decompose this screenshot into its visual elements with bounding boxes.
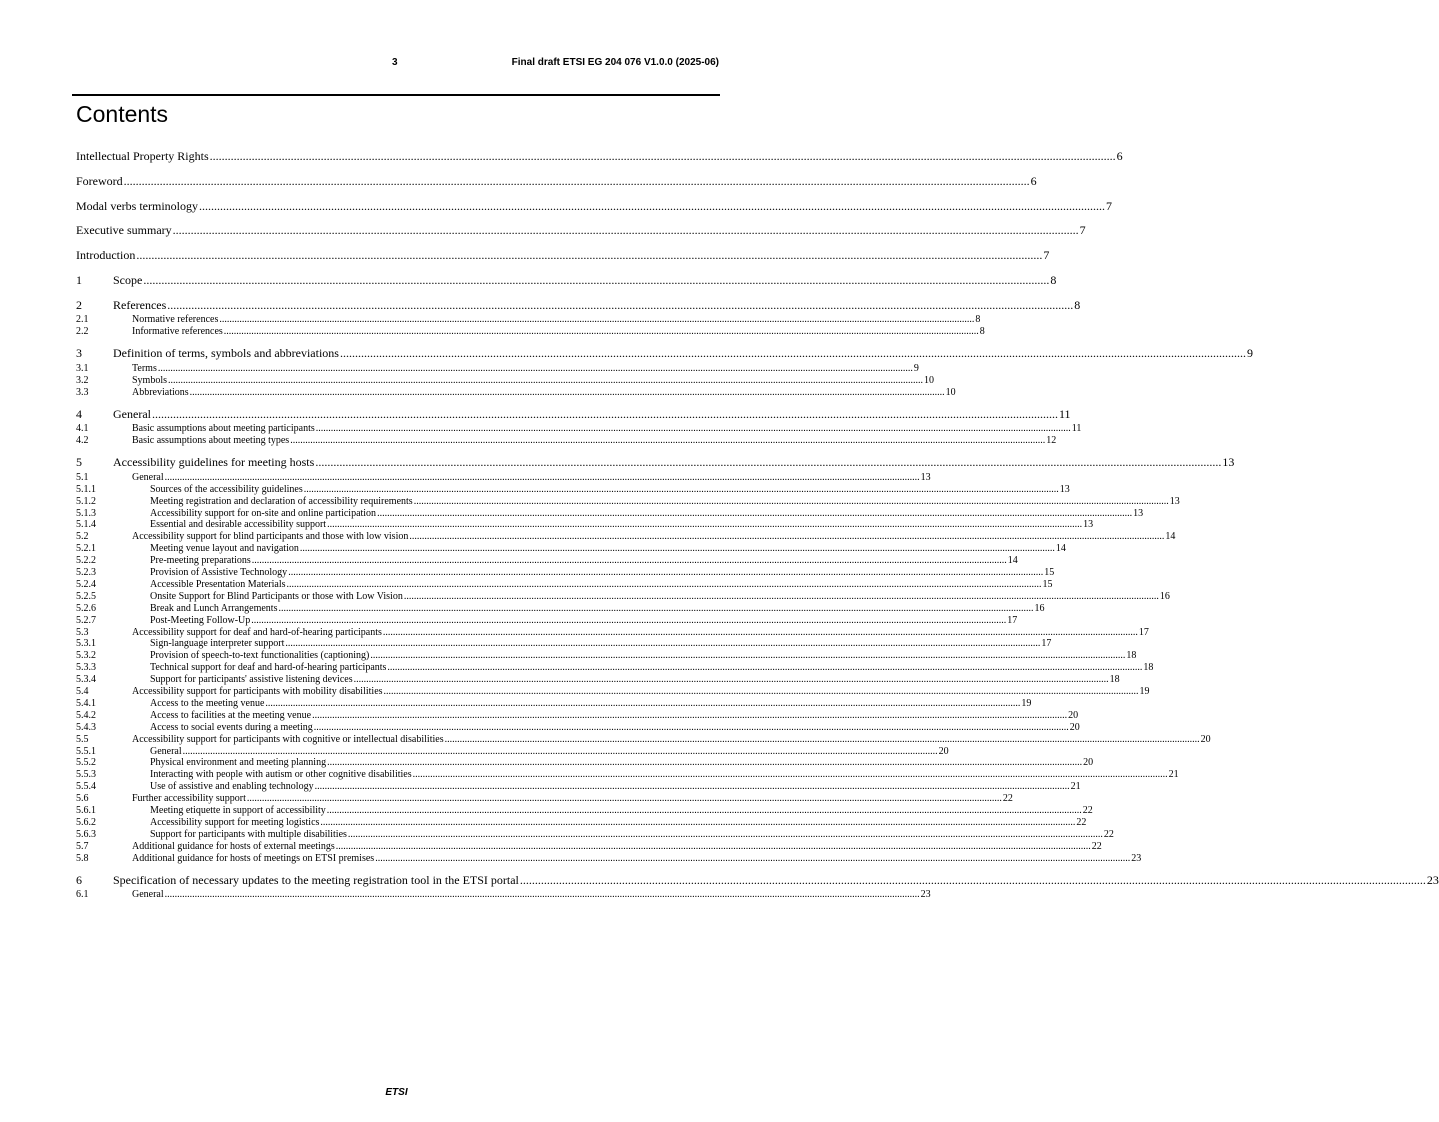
toc-entry-number: 5.3 (76, 626, 89, 638)
toc-entry-number: 5.2.5 (76, 590, 96, 602)
toc-entry[interactable] (76, 246, 1050, 264)
toc-entry-title: Normative references (132, 314, 219, 326)
toc-entry-number: 5.5.1 (76, 745, 96, 757)
toc-entry-title: Meeting etiquette in support of accessibility (150, 805, 326, 816)
page-number: 3 (392, 57, 398, 68)
toc-entry-title: Access to facilities at the meeting venue (150, 709, 312, 721)
toc-entry-page: 7 (1079, 223, 1086, 238)
toc-entry-number: 2 (76, 297, 82, 312)
toc-entry-page: 23 (920, 889, 931, 901)
toc-entry-number: 5.2.6 (76, 602, 96, 614)
toc-leader-dots (124, 172, 1030, 190)
toc-entry-page: 18 (1109, 674, 1120, 686)
toc-entry-page: 13 (1169, 495, 1180, 507)
toc-entry-number: 5.5.4 (76, 781, 96, 793)
toc-entry-page: 18 (1143, 662, 1154, 674)
toc-entry-title: Meeting venue layout and navigation (150, 543, 299, 555)
toc-entry-page: 20 (1083, 757, 1094, 769)
toc-entry-title: Break and Lunch Arrangements (150, 602, 278, 614)
toc-entry-number: 5.8 (76, 852, 89, 864)
toc-entry-number: 3 (76, 346, 82, 361)
toc-entry-page: 18 (1126, 650, 1137, 662)
toc-entry-title: Foreword (76, 173, 123, 188)
toc-leader-dots (136, 246, 1042, 264)
toc-entry-title: Access to the meeting venue (150, 697, 265, 709)
toc-entry-number: 5.6.2 (76, 816, 96, 828)
toc-entry-number: 5.1 (76, 471, 89, 483)
toc-entry-title: Meeting registration and declaration of accessibility requirements (150, 495, 413, 507)
toc-entry-title: Support for participants with multiple disabilities (150, 828, 347, 840)
toc-entry-number: 5.2.3 (76, 567, 96, 578)
toc-entry-title: Terms (132, 362, 157, 374)
toc-entry-number: 5.3.4 (76, 674, 96, 686)
toc-entry-page: 23 (1426, 872, 1439, 887)
toc-entry-title: Intellectual Property Rights (76, 149, 209, 163)
toc-entry-number: 3.1 (76, 362, 89, 374)
toc-entry-title: Post-Meeting Follow-Up (150, 614, 251, 626)
toc-entry-page: 7 (1043, 248, 1050, 263)
page-footer: ETSI (385, 1087, 408, 1098)
toc-entry-page: 20 (938, 745, 949, 757)
toc-leader-dots (340, 344, 1246, 362)
toc-entry-title: Technical support for deaf and hard-of-hearing participants (150, 662, 387, 674)
toc-entry-page: 8 (975, 314, 981, 326)
toc-entry-number: 4.2 (76, 435, 89, 447)
toc-entry-number: 3.2 (76, 374, 89, 386)
document-id: Final draft ETSI EG 204 076 V1.0.0 (2025-06) (511, 57, 719, 68)
toc-entry-page: 23 (1131, 852, 1142, 864)
toc-entry-number: 5.6 (76, 793, 89, 805)
toc-entry-page: 6 (1030, 173, 1037, 188)
toc-entry[interactable] (76, 434, 1057, 447)
toc-entry-title: General (113, 406, 151, 421)
toc-entry-page: 22 (1091, 840, 1102, 852)
toc-entry-page: 21 (1168, 769, 1179, 781)
toc-entry-number: 5.5 (76, 733, 89, 745)
toc-entry-number: 6 (76, 872, 82, 887)
toc-entry-page: 9 (1246, 346, 1253, 361)
toc-entry-title: Introduction (76, 248, 136, 263)
toc-entry-number: 5.5.2 (76, 757, 96, 769)
toc-entry-page: 14 (1007, 555, 1018, 567)
toc-entry-title: Provision of Assistive Technology (150, 567, 288, 578)
toc-leader-dots (224, 325, 979, 338)
toc-entry-page: 8 (1074, 297, 1081, 312)
toc-entry-page: 17 (1041, 638, 1052, 650)
toc-entry[interactable] (76, 888, 931, 901)
toc-entry-page: 11 (1058, 406, 1071, 421)
toc-entry-title: Pre-meeting preparations (150, 555, 251, 567)
toc-leader-dots (165, 888, 920, 901)
toc-leader-dots (199, 197, 1105, 215)
toc-entry-number: 5.1.3 (76, 507, 96, 519)
toc-entry-title: References (113, 297, 167, 312)
toc-entry-number: 5.2.7 (76, 614, 96, 626)
toc-entry[interactable] (76, 325, 985, 338)
toc-entry-title: Scope (113, 273, 143, 287)
toc-entry-page: 12 (1046, 435, 1057, 447)
toc-entry-title: Abbreviations (132, 386, 189, 398)
toc-entry-title: Additional guidance for hosts of external meetings (132, 840, 335, 852)
toc-entry[interactable] (76, 405, 1071, 423)
toc-entry-number: 5.4.2 (76, 709, 96, 721)
toc-entry-page: 14 (1055, 543, 1066, 555)
toc-entry-title: Physical environment and meeting planning (150, 757, 327, 769)
toc-entry-page: 22 (1103, 828, 1114, 840)
toc-entry-title: Specification of necessary updates to the meeting registration tool in the ETSI portal (113, 872, 519, 887)
toc-entry-number: 5.5.3 (76, 769, 96, 781)
toc-entry[interactable] (76, 344, 1253, 362)
toc-entry-page: 22 (1076, 816, 1087, 828)
toc-entry-page: 13 (920, 471, 931, 483)
toc-entry-title: Further accessibility support (132, 793, 246, 805)
toc-entry-page: 10 (945, 386, 956, 398)
toc-entry-page: 13 (1083, 519, 1094, 531)
toc-leader-dots (190, 386, 945, 399)
toc-entry[interactable] (76, 386, 956, 399)
toc-entry-page: 11 (1071, 423, 1082, 435)
toc-entry-number: 5.3.2 (76, 650, 96, 662)
toc-entry-number: 5.3.1 (76, 638, 96, 650)
toc-entry-number: 5 (76, 455, 82, 470)
toc-leader-dots (143, 271, 1049, 289)
toc-entry-page: 17 (1138, 626, 1149, 638)
toc-leader-dots (210, 147, 1116, 165)
toc-entry-number: 5.2.1 (76, 543, 96, 555)
toc-entry-number: 3.3 (76, 386, 89, 398)
toc-entry-page: 19 (1021, 697, 1032, 709)
toc-entry-title: Symbols (132, 374, 168, 386)
toc-leader-dots (375, 852, 1130, 865)
toc-entry-page: 10 (924, 374, 935, 386)
toc-entry-page: 15 (1042, 578, 1053, 590)
toc-entry-number: 5.6.1 (76, 805, 96, 816)
toc-entry-page: 17 (1007, 614, 1018, 626)
toc-entry-title: Accessibility support for meeting logistics (150, 816, 320, 828)
toc-entry-number: 5.1.2 (76, 495, 96, 507)
toc-entry-page: 16 (1159, 590, 1170, 602)
toc-entry[interactable] (76, 147, 1123, 165)
toc-entry-page: 13 (1059, 483, 1070, 495)
toc-entry-page: 20 (1068, 709, 1079, 721)
toc-entry-page: 13 (1133, 507, 1144, 519)
toc-entry-title: Executive summary (76, 223, 172, 238)
toc-entry[interactable] (76, 197, 1112, 215)
toc-entry-page: 7 (1105, 198, 1112, 213)
toc-entry-title: Additional guidance for hosts of meetings on ETSI premises (132, 852, 375, 864)
toc-entry-page: 19 (1139, 686, 1150, 697)
toc-leader-dots (173, 221, 1079, 239)
toc-entry-number: 5.3.3 (76, 662, 96, 674)
toc-entry-title: Modal verbs terminology (76, 198, 198, 213)
toc-entry-number: 4.1 (76, 423, 89, 435)
toc-leader-dots (520, 871, 1426, 889)
toc-entry-page: 22 (1082, 805, 1093, 816)
toc-entry-number: 4 (76, 406, 82, 421)
toc-entry-title: General (132, 471, 164, 483)
toc-entry-page: 13 (1222, 455, 1235, 470)
toc-entry-page: 20 (1069, 721, 1080, 733)
toc-entry-number: 5.4.3 (76, 721, 96, 733)
toc-entry-title: Accessibility support for participants with mobility disabilities (132, 686, 383, 697)
toc-entry[interactable] (76, 172, 1037, 190)
toc-entry-page: 8 (1050, 273, 1057, 287)
toc-leader-dots (290, 434, 1045, 447)
page-title: Contents (76, 101, 169, 127)
toc-entry-title: Sign-language interpreter support (150, 638, 285, 650)
toc-entry-title: Sources of the accessibility guidelines (150, 483, 303, 495)
toc-entry-number: 2.1 (76, 314, 89, 326)
toc-entry-number: 5.4.1 (76, 697, 96, 709)
toc-entry-title: Informative references (132, 326, 223, 338)
toc-entry-title: General (132, 889, 164, 901)
toc-leader-dots (152, 405, 1058, 423)
toc-entry-page: 14 (1165, 531, 1176, 543)
toc-entry-title: Accessibility support for on-site and online participation (150, 507, 377, 519)
toc-entry-title: Interacting with people with autism or other cognitive disabilities (150, 769, 412, 781)
toc-entry-number: 5.2.4 (76, 578, 96, 590)
header-rule (72, 94, 720, 96)
toc-entry-number: 1 (76, 273, 82, 287)
toc-entry[interactable] (76, 221, 1086, 239)
toc-entry-page: 20 (1200, 733, 1211, 745)
toc-entry-number: 5.4 (76, 686, 89, 697)
toc-entry-number: 5.2 (76, 531, 89, 543)
toc-entry[interactable] (76, 871, 1439, 889)
toc-entry-title: Basic assumptions about meeting types (132, 435, 290, 447)
toc-leader-dots (315, 453, 1221, 471)
toc-entry-number: 5.6.3 (76, 828, 96, 840)
toc-entry[interactable] (76, 271, 1057, 289)
toc-entry[interactable] (76, 453, 1235, 471)
toc-entry-title: Basic assumptions about meeting participants (132, 423, 315, 435)
toc-entry-title: Accessibility support for blind participants and those with low vision (132, 531, 409, 543)
toc-entry-title: Accessibility support for deaf and hard-of-hearing participants (132, 626, 382, 638)
toc-entry-page: 15 (1044, 567, 1055, 578)
toc-entry-number: 5.1.4 (76, 519, 96, 531)
toc-entry-title: Use of assistive and enabling technology (150, 781, 314, 793)
toc-leader-dots (167, 296, 1073, 314)
toc-entry-number: 5.1.1 (76, 483, 96, 495)
toc-entry-number: 5.2.2 (76, 555, 96, 567)
toc-entry-number: 5.7 (76, 840, 89, 852)
toc-entry-title: General (150, 745, 182, 757)
toc-entry-title: Onsite Support for Blind Participants or those with Low Vision (150, 590, 403, 602)
toc-entry-number: 2.2 (76, 326, 89, 338)
toc-entry-title: Definition of terms, symbols and abbreviations (113, 346, 339, 361)
toc-entry-page: 22 (1002, 793, 1013, 805)
toc-entry-title: Access to social events during a meeting (150, 721, 313, 733)
toc-entry-title: Accessible Presentation Materials (150, 578, 286, 590)
toc-entry-page: 21 (1070, 781, 1081, 793)
toc-entry-title: Accessibility support for participants with cognitive or intellectual disabilities (132, 733, 444, 745)
toc-entry[interactable] (76, 296, 1081, 314)
toc-entry-page: 6 (1116, 149, 1123, 163)
toc-entry-page: 16 (1034, 602, 1045, 614)
toc-entry-title: Essential and desirable accessibility support (150, 519, 327, 531)
toc-entry-title: Support for participants' assistive listening devices (150, 674, 353, 686)
toc-entry-page: 9 (913, 362, 919, 374)
toc-entry[interactable] (76, 852, 1142, 865)
page-header (76, 57, 719, 73)
toc-entry-number: 6.1 (76, 889, 89, 901)
toc-entry-page: 8 (979, 326, 985, 338)
toc-entry-title: Accessibility guidelines for meeting hosts (113, 455, 315, 470)
toc-entry-title: Provision of speech-to-text functionalities (captioning) (150, 650, 370, 662)
